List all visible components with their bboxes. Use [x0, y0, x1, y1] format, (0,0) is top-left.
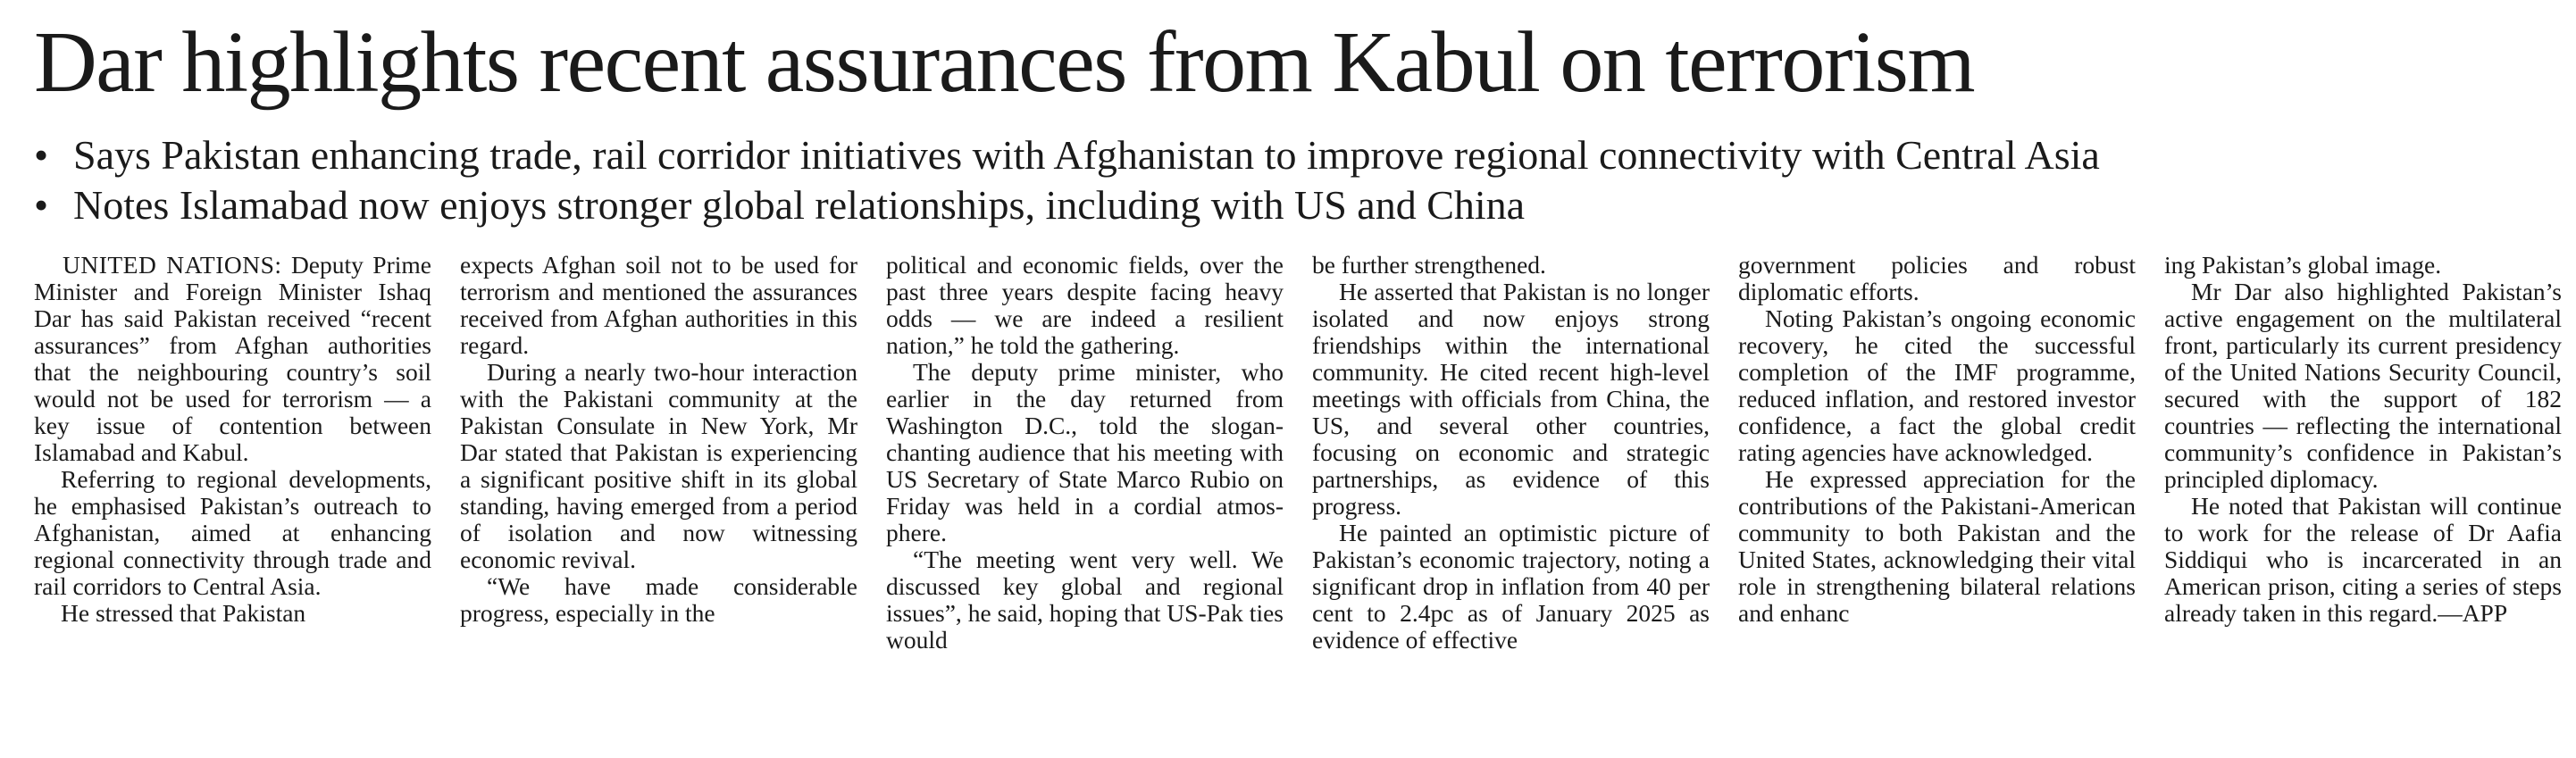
article-paragraph: Noting Pakistan’s ongoing economic recovery, he cited the successful completion of the IMF programme, reduced inflation, and restored investor confidence, a fact the global credit rating agencies have acknowledged.: [1738, 304, 2136, 466]
article-paragraph: “We have made considerable progress, especially in the: [460, 572, 857, 627]
paragraph-text: Deputy Prime Minister and Foreign Minister Ishaq Dar has said Pakistan received “recent assurances” from Afghan authorities that the neighbouring country’s soil would not be used for terrorism — a key issue of contention between Islamabad and Kabul.: [34, 251, 431, 466]
article-column-3: [886, 252, 1284, 654]
subheadline-text: Notes Islamabad now enjoys stronger global relationships, including with US and China: [73, 182, 1526, 228]
article-paragraph: [34, 252, 431, 466]
article-paragraph: “The meeting went very well. We discussed key global and regional issues”, he said, hoping that US-Pak ties would: [886, 546, 1284, 654]
article-paragraph: government policies and robust diplomatic efforts.: [1738, 251, 2136, 305]
article-column-2: [460, 252, 857, 654]
article-paragraph: Mr Dar also highlighted Pakistan’s active engagement on the multilateral front, particularly its current presidency of the United Nations Security Council, secured with the support of 182 countries — reflecting the international community’s confidence in Pakistan’s principled diplomacy.: [2164, 278, 2562, 493]
bullet-marker: •: [34, 182, 49, 228]
article-paragraph: He noted that Pakistan will continue to work for the release of Dr Aafia Siddiqui who is incarcerated in an American prison, citing a series of steps already taken in this regard.—APP: [2164, 492, 2562, 627]
article-paragraph: be further strengthened.: [1312, 251, 1546, 279]
article-column-6: [2164, 252, 2562, 654]
article-paragraph: The deputy prime minister, who earlier in the day returned from Washington D.C., told the slogan-chanting audience that his meeting with US Secretary of State Marco Rubio on Friday was held in a cordial atmosphere.: [886, 358, 1284, 546]
article-paragraph: Referring to regional developments, he emphasised Pakistan’s outreach to Afghanistan, aimed at enhancing regional connectivity through trade and rail corridors to Central Asia.: [34, 465, 431, 600]
article-paragraph: political and economic fields, over the past three years despite facing heavy odds — we are indeed a resilient nation,” he told the gathering.: [886, 251, 1284, 359]
article-paragraph: During a nearly two-hour interaction with the Pakistani community at the Pakistan Consulate in New York, Mr Dar stated that Pakistan is experiencing a significant positive shift in its global standing, having emerged from a period of isolation and now witnessing economic revival.: [460, 358, 857, 573]
article-paragraph: He asserted that Pakistan is no longer isolated and now enjoys strong friendships within the international community. He cited recent high-level meetings with officials from China, the US, and several other countries, focusing on economic and strategic partnerships, as evidence of this progress.: [1312, 278, 1710, 520]
article-paragraph: expects Afghan soil not to be used for terrorism and mentioned the assurances received from Afghan authorities in this regard.: [460, 251, 857, 359]
subheadline-bullets: [34, 130, 2100, 230]
article-column-5: [1738, 252, 2136, 654]
headline: Dar highlights recent assurances from Kabul on terrorism: [34, 14, 1975, 111]
bullet-marker: •: [34, 132, 49, 178]
article-paragraph: He expressed appreciation for the contributions of the Pakistani-American community to both Pakistan and the United States, acknowledging their vital role in strengthening bilateral relations and enhanc: [1738, 465, 2136, 627]
article-paragraph: He stressed that Pakistan: [61, 599, 306, 627]
article-paragraph: ing Pakistan’s global image.: [2164, 251, 2442, 279]
subheadline-bullet: [34, 180, 2100, 230]
article-paragraph: He painted an optimistic picture of Pakistan’s economic trajectory, noting a significant drop in inflation from 40 per cent to 2.4pc as of January 2025 as evidence of effective: [1312, 519, 1710, 654]
article-column-1: [34, 252, 431, 654]
article-body: [34, 252, 2562, 654]
dateline: UNITED NATIONS:: [63, 251, 282, 279]
subheadline-bullet: [34, 130, 2100, 180]
subheadline-text: Says Pakistan enhancing trade, rail corridor initiatives with Afghanistan to improve regional connectivity with Central Asia: [73, 132, 2100, 178]
article-column-4: [1312, 252, 1710, 654]
